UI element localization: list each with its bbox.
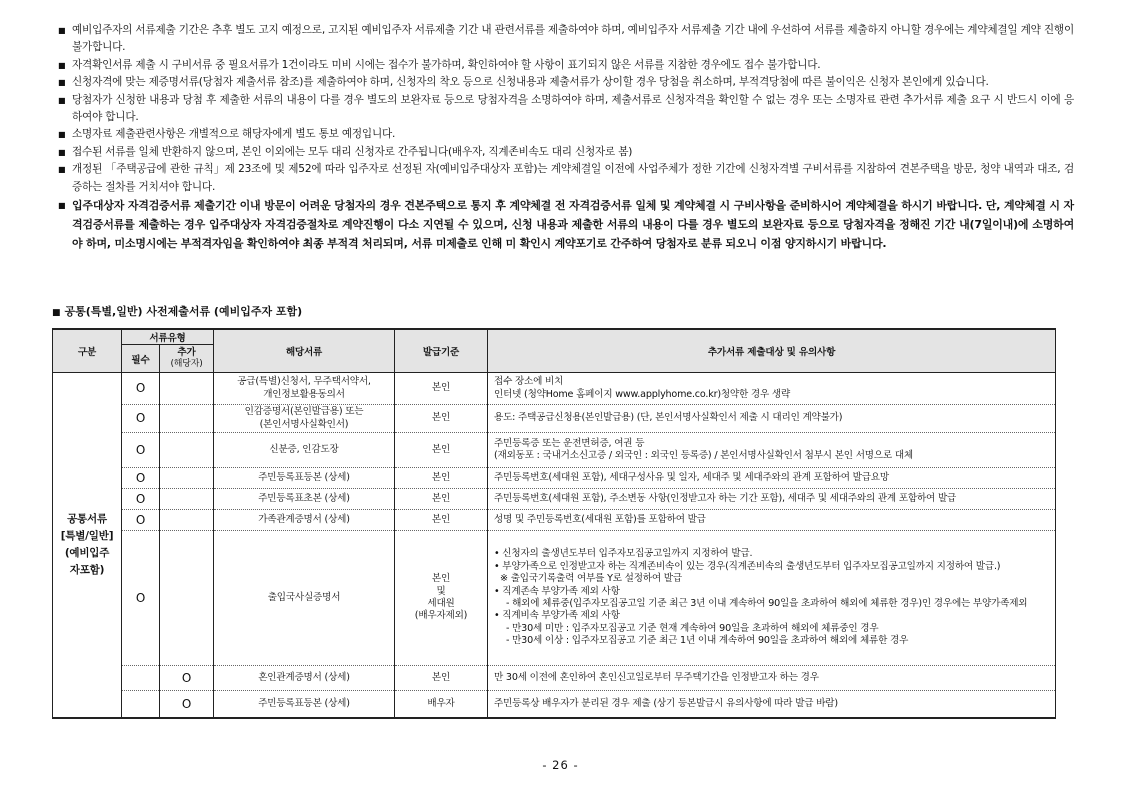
header-details: 추가서류 제출대상 및 유의사항: [488, 329, 1056, 373]
note-item: [58, 126, 1074, 143]
documents-table-body: [53, 373, 1056, 718]
issuance-basis: 본인 및 세대원 (배우자제외): [395, 531, 488, 666]
issuance-basis: 본인: [395, 405, 488, 433]
table-row: [53, 373, 1056, 405]
details-cell: [488, 691, 1056, 718]
additional-mark: [160, 433, 214, 468]
table-row: [53, 510, 1056, 531]
detail-line: 만 30세 이전에 혼인하여 혼인신고일로부터 무주택기간을 인정받고자 하는 경우: [494, 671, 819, 683]
additional-mark: O: [160, 666, 214, 691]
issuance-basis: 본인: [395, 510, 488, 531]
header-category: 구분: [53, 329, 122, 373]
details-cell: [488, 405, 1056, 433]
note-item: [58, 92, 1074, 127]
table-row: [53, 433, 1056, 468]
document-name: 주민등록표등본 (상세): [214, 468, 395, 489]
issuance-basis: 본인: [395, 489, 488, 510]
bullet-icon: ■: [58, 201, 66, 211]
detail-line: 접수 장소에 비치: [494, 376, 564, 388]
required-mark: O: [122, 373, 160, 405]
document-name: 신분증, 인감도장: [214, 433, 395, 468]
note-text: 자격확인서류 제출 시 구비서류 중 필요서류가 1건이라도 미비 시에는 접수가 불가하며, 확인하여야 할 사항이 표기되지 않은 서류를 지참한 경우에도 접수 불가합니다.: [72, 58, 821, 71]
note-text: 신청자격에 맞는 제증명서류(당첨자 제출서류 참조)를 제출하여야 하며, 신청자의 착오 등으로 신청내용과 제출서류가 상이할 경우 당첨을 취소하며, 부적격당첨에 따른 불이익은 신청자 본인에게 있습니다.: [72, 76, 989, 89]
bullet-icon: ■: [58, 165, 66, 175]
required-mark: O: [122, 489, 160, 510]
required-mark: O: [122, 468, 160, 489]
note-text: 당첨자가 신청한 내용과 당첨 후 제출한 서류의 내용이 다를 경우 별도의 보완자료 등으로 당첨자격을 소명하여야 하며, 제출서류로 신청자격을 확인할 수 없는 경우 또는 소명자료 관련 추가서류 제출 요구 시 반드시 이에 응하여야 합니다.: [72, 93, 1074, 124]
note-text: 입주대상자 자격검증서류 제출기간 이내 방문이 어려운 당첨자의 경우 견본주택으로 통지 후 계약체결 전 자격검증서류 일체 및 계약체결 시 구비사항을 준비하시어 계약체결을 하시기 바랍니다. 단, 계약체결 시 자격검증서류를 제출하는 경우 입주대상자 자격검증절차로 계약진행이 다소 지연될 수 있으며, 신청 내용과 제출한 서류의 내용이 다를 경우 별도의 보완자료 등으로 당첨자격을 정해진 기간 내(7일이내)에 소명하여야 하며, 미소명시에는 부적격자임을 확인하여야 최종 부적격 처리되며, 서류 미제출로 인해 미 확인시 계약포기로 간주하여 당첨자로 분류 되오니 이점 양지하시기 바랍니다.: [72, 199, 1074, 251]
note-text: 예비입주자의 서류제출 기간은 추후 별도 고지 예정으로, 고지된 예비입주자 서류제출 기간 내 관련서류를 제출하여야 하며, 예비입주자 서류제출 기간 내에 우선하여 서류를 제출하지 아니할 경우에는 계약체결일 계약 진행이 불가합니다.: [72, 24, 1074, 54]
note-text: 소명자료 제출관련사항은 개별적으로 해당자에게 별도 통보 예정입니다.: [72, 128, 396, 141]
table-row: [53, 691, 1056, 718]
group-label: 공통서류 [특별/일반] (예비입주 자포함): [53, 373, 122, 718]
documents-table: [52, 328, 1056, 719]
additional-mark: [160, 468, 214, 489]
section-title: [52, 303, 302, 319]
detail-line: 성명 및 주민등록번호(세대원 포함)를 포함하여 발급: [494, 513, 706, 525]
additional-mark: [160, 489, 214, 510]
document-name: 주민등록표등본 (상세): [214, 691, 395, 718]
details-cell: [488, 433, 1056, 468]
section-bullet-icon: ■: [52, 308, 61, 318]
bullet-icon: ■: [58, 95, 66, 105]
details-cell: [488, 373, 1056, 405]
header-additional: 추가 (해당자): [160, 345, 214, 373]
detail-line: (재외동포 : 국내거소신고증 / 외국인 : 외국인 등록증) / 본인서명사실확인서 첨부시 본인 서명으로 대체: [494, 450, 913, 461]
table-row: [53, 405, 1056, 433]
bullet-icon: ■: [58, 130, 66, 140]
required-mark: O: [122, 405, 160, 433]
details-cell: [488, 510, 1056, 531]
detail-line: - 만30세 미만 : 입주자모집공고 기준 현재 계속하여 90일을 초과하여 해외에 체류중인 경우: [506, 622, 879, 634]
table-row: [53, 468, 1056, 489]
detail-line: - 해외에 체류중(입주자모집공고일 기준 최근 3년 이내 계속하여 90일을 초과하여 해외에 체류한 경우)인 경우에는 부양가족제외: [506, 598, 1028, 609]
detail-line: 인터넷 (청약Home 홈페이지 www.applyhome.co.kr)청약한 경우 생략: [494, 388, 791, 400]
required-mark: [122, 691, 160, 718]
required-mark: [122, 666, 160, 691]
section-title-text: 공통(특별,일반) 사전제출서류 (예비입주자 포함): [64, 305, 303, 318]
detail-line: 주민등록번호(세대원 포함), 세대구성사유 및 일자, 세대주 및 세대주와의 관계 포함하여 발급요망: [494, 471, 889, 483]
page-number: - 26 -: [542, 758, 579, 772]
detail-line: 용도: 주택공급신청용(본인발급용) (단, 본인서명사실확인서 제출 시 대리인 계약불가): [494, 412, 843, 424]
bullet-icon: ■: [58, 26, 66, 35]
detail-line: ※ 출입국기록출력 여부를 Y로 설정하여 발급: [500, 573, 682, 585]
issuance-basis: 본인: [395, 468, 488, 489]
details-cell: [488, 468, 1056, 489]
required-mark: O: [122, 531, 160, 666]
note-item: [58, 74, 1074, 91]
additional-mark: [160, 531, 214, 666]
document-name: 공급(특별)신청서, 무주택서약서, 개인정보활용동의서: [214, 373, 395, 405]
required-mark: O: [122, 433, 160, 468]
detail-line: 주민등록번호(세대원 포함), 주소변동 사항(인정받고자 하는 기간 포함), 세대주 및 세대주와의 관계 포함하여 발급: [494, 492, 957, 504]
additional-mark: [160, 373, 214, 405]
document-name: 주민등록표초본 (상세): [214, 489, 395, 510]
note-item: [58, 196, 1074, 254]
detail-line: 주민등록증 또는 운전면허증, 여권 등: [494, 437, 645, 449]
notes-list: [58, 22, 1074, 254]
note-item: [58, 144, 1074, 161]
additional-mark: [160, 510, 214, 531]
note-text: 접수된 서류를 일체 반환하지 않으며, 본인 이외에는 모두 대리 신청자로 간주됩니다(배우자, 직계존비속도 대리 신청자로 봄): [72, 145, 633, 158]
detail-line: • 직계존속 부양가족 제외 사항: [494, 585, 620, 597]
details-cell: [488, 531, 1056, 666]
header-issuance: 발급기준: [395, 329, 488, 373]
document-name: 출입국사실증명서: [214, 531, 395, 666]
document-name: 가족관계증명서 (상세): [214, 510, 395, 531]
issuance-basis: 본인: [395, 666, 488, 691]
additional-mark: O: [160, 691, 214, 718]
issuance-basis: 배우자: [395, 691, 488, 718]
bullet-icon: ■: [58, 147, 66, 157]
required-mark: O: [122, 510, 160, 531]
bullet-icon: ■: [58, 60, 66, 70]
detail-line: • 부양가족으로 인정받고자 하는 직계존비속이 있는 경우(직계존비속의 출생년도부터 입주자모집공고일까지 지정하여 발급.): [494, 560, 1001, 572]
details-cell: [488, 489, 1056, 510]
header-doc-type: 서류유형: [122, 329, 214, 345]
note-item: [58, 57, 1074, 74]
additional-mark: [160, 405, 214, 433]
table-row: [53, 489, 1056, 510]
document-name: 인감증명서(본인발급용) 또는 (본인서명사실확인서): [214, 405, 395, 433]
bullet-icon: ■: [58, 78, 66, 88]
table-row: [53, 666, 1056, 691]
detail-line: 주민등록상 배우자가 분리된 경우 제출 (상기 등본발급시 유의사항에 따라 발급 바람): [494, 697, 838, 709]
document-name: 혼인관계증명서 (상세): [214, 666, 395, 691]
note-text: 개정된 「주택공급에 관한 규칙」제 23조에 및 제52에 따라 입주자로 선정된 자(예비입주대상자 포함)는 계약체결일 이전에 사업주체가 정한 기간에 신청자격별 구비서류를 지참하여 견본주택을 방문, 청약 내역과 대조, 검증하는 절차를 거치셔야 합니다.: [72, 163, 1074, 193]
details-cell: [488, 666, 1056, 691]
detail-line: • 직계비속 부양가족 제외 사항: [494, 610, 620, 622]
issuance-basis: 본인: [395, 373, 488, 405]
table-row: [53, 531, 1056, 666]
note-item: [58, 22, 1074, 57]
note-item: [58, 161, 1074, 196]
issuance-basis: 본인: [395, 433, 488, 468]
header-required: 필수: [122, 345, 160, 373]
detail-line: • 신청자의 출생년도부터 입주자모집공고일까지 지정하여 발급.: [494, 548, 753, 560]
header-document: 해당서류: [214, 329, 395, 373]
detail-line: - 만30세 이상 : 입주자모집공고 기준 최근 1년 이내 계속하여 90일을 초과하여 해외에 체류한 경우: [506, 635, 909, 647]
